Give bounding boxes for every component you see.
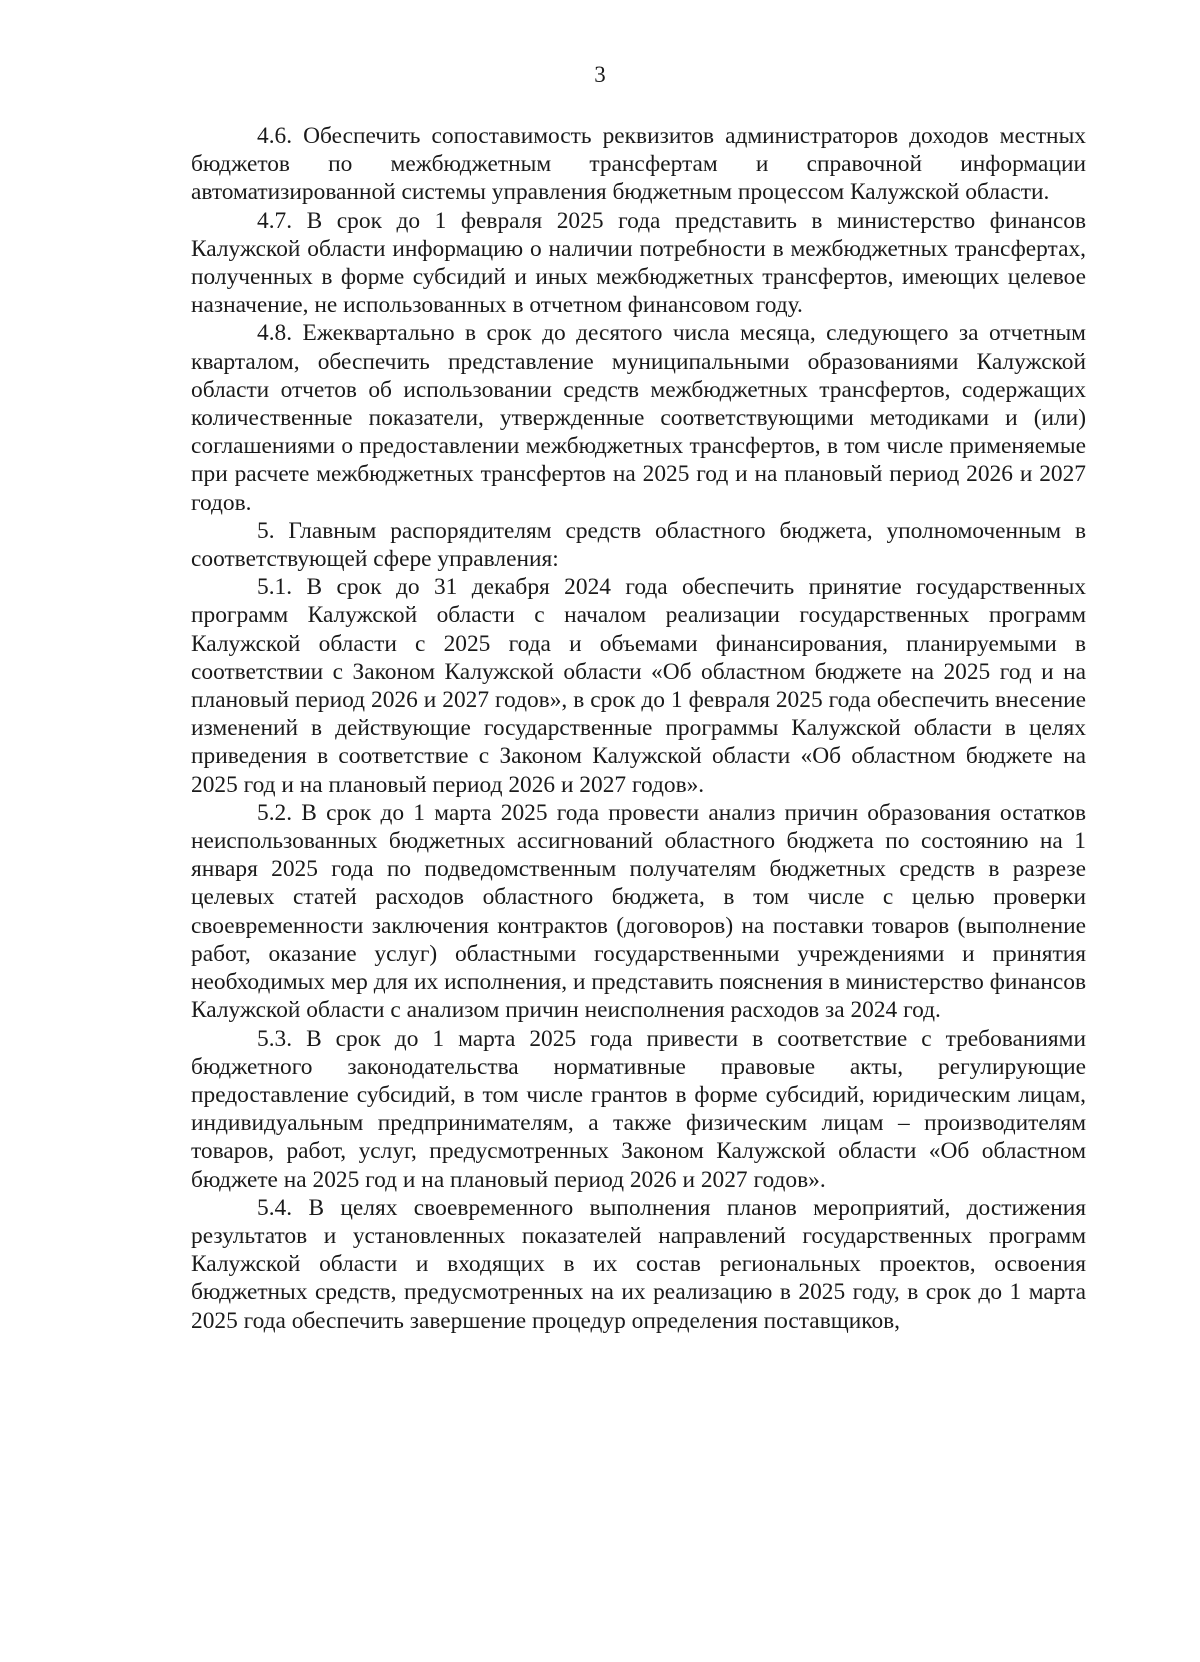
document-body [191, 122, 1086, 1335]
paragraph-5-2: 5.2. В срок до 1 марта 2025 года провести анализ причин образования остатков неиспользованных бюджетных ассигнований областного бюджета по состоянию на 1 января 2025 года по подведомственным получателям бюджетных средств в разрезе целевых статей расходов областного бюджета, в том числе с целью проверки своевременности заключения контрактов (договоров) на поставки товаров (выполнение работ, оказание услуг) областными государственными учреждениями и принятия необходимых мер для их исполнения, и представить пояснения в министерство финансов Калужской области с анализом причин неисполнения расходов за 2024 год. [191, 799, 1086, 1024]
paragraph-4-6: 4.6. Обеспечить сопоставимость реквизитов администраторов доходов местных бюджетов по межбюджетным трансфертам и справочной информации автоматизированной системы управления бюджетным процессом Калужской области. [191, 123, 1086, 206]
page-number: 3 [594, 62, 606, 87]
paragraph-5: 5. Главным распорядителям средств областного бюджета, уполномоченным в соответствующей сфере управления: [191, 517, 1086, 573]
paragraph-4-8: 4.8. Ежеквартально в срок до десятого числа месяца, следующего за отчетным кварталом, обеспечить представление муниципальными образованиями Калужской области отчетов об использовании средств межбюджетных трансфертов, содержащих количественные показатели, утвержденные соответствующими методиками и (или) соглашениями о предоставлении межбюджетных трансфертов, в том числе применяемые при расчете межбюджетных трансфертов на 2025 год и на плановый период 2026 и 2027 годов. [191, 320, 1086, 516]
paragraph-5-1: 5.1. В срок до 31 декабря 2024 года обеспечить принятие государственных программ Калужской области с началом реализации государственных программ Калужской области с 2025 года и объемами финансирования, планируемыми в соответствии с Законом Калужской области «Об областном бюджете на 2025 год и на плановый период 2026 и 2027 годов», в срок до 1 февраля 2025 года обеспечить внесение изменений в действующие государственные программы Калужской области в целях приведения в соответствие с Законом Калужской области «Об областном бюджете на 2025 год и на плановый период 2026 и 2027 годов». [191, 574, 1086, 798]
paragraph-5-4: 5.4. В целях своевременного выполнения планов мероприятий, достижения результатов и установленных показателей направлений государственных программ Калужской области и входящих в их состав региональных проектов, освоения бюджетных средств, предусмотренных на их реализацию в 2025 году, в срок до 1 марта 2025 года обеспечить завершение процедур определения поставщиков, [191, 1194, 1086, 1334]
paragraph-4-7: 4.7. В срок до 1 февраля 2025 года представить в министерство финансов Калужской области информацию о наличии потребности в межбюджетных трансфертах, полученных в форме субсидий и иных межбюджетных трансфертов, имеющих целевое назначение, не использованных в отчетном финансовом году. [191, 207, 1086, 319]
paragraph-5-3: 5.3. В срок до 1 марта 2025 года привести в соответствие с требованиями бюджетного законодательства нормативные правовые акты, регулирующие предоставление субсидий, в том числе грантов в форме субсидий, юридическим лицам, индивидуальным предпринимателям, а также физическим лицам – производителям товаров, работ, услуг, предусмотренных Законом Калужской области «Об областном бюджете на 2025 год и на плановый период 2026 и 2027 годов». [191, 1025, 1086, 1193]
